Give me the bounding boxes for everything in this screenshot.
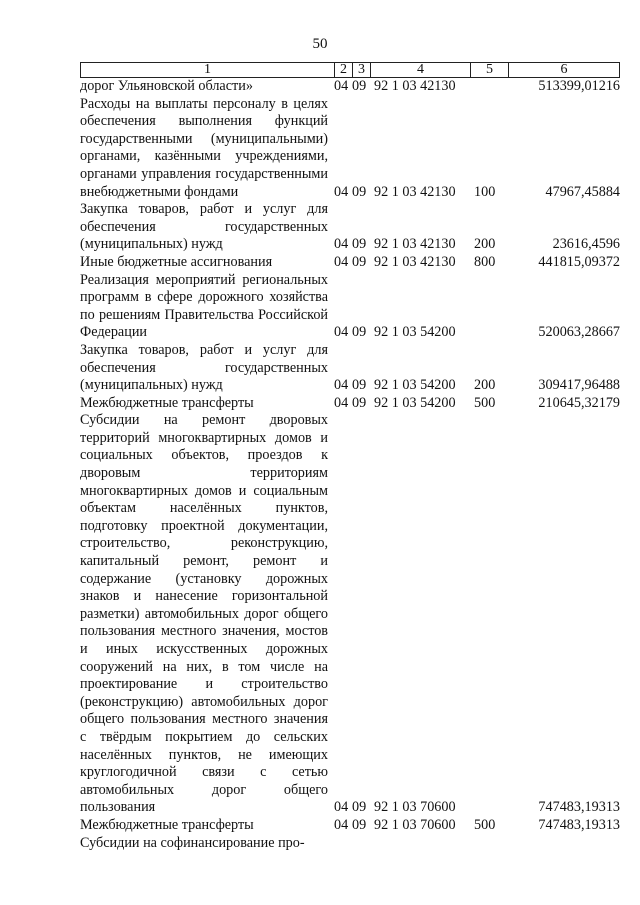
- row-amount: 520063,28667: [538, 324, 620, 341]
- row-expense-type: 200: [474, 236, 496, 253]
- row-subsection-code: 09: [352, 324, 367, 341]
- table-row: [80, 412, 620, 817]
- row-description: Расходы на выплаты персоналу в целях обеспечения выполнения функций государственными (муниципальными) органами, казёнными учреждениями, органами управления государственными внебюджетными фондами: [80, 95, 328, 200]
- table-header: [80, 62, 620, 78]
- row-target-article: 92 1 03 70600: [374, 816, 456, 833]
- row-target-article: 92 1 03 54200: [374, 394, 456, 411]
- row-description: Реализация мероприятий региональных программ в сфере дорожного хозяйства по решениям Правительства Российской Федерации: [80, 271, 328, 341]
- row-description: Межбюджетные трансферты: [80, 394, 254, 411]
- header-cell: 1: [81, 63, 335, 77]
- row-amount: 747483,19313: [538, 799, 620, 816]
- row-description: Субсидии на ремонт дворовых территорий многоквартирных домов и социальных объектов, проездов к дворовым территориям многоквартирных домов и социальным объектам населённых пунктов, подготовку проектной документации, строительство, реконструкцию, капитальный ремонт, ремонт и содержание (установку дорожных знаков и нанесение горизонтальной разметки) автомобильных дорог общего пользования местного значения, мостов и иных искусственных дорожных сооружений на них, в том числе на проектирование и строительство (реконструкцию) автомобильных дорог общего пользования местного значения с твёрдым покрытием до сельских населённых пунктов, не имеющих круглогодичной связи с сетью автомобильных дорог общего пользования: [80, 412, 328, 816]
- row-subsection-code: 09: [352, 236, 367, 253]
- page-number: 50: [312, 36, 328, 52]
- row-description: Субсидии на софинансирование про-: [80, 834, 305, 851]
- row-section-code: 04: [334, 236, 349, 253]
- row-subsection-code: 09: [352, 78, 367, 94]
- table-row: [80, 96, 620, 202]
- row-amount: 441815,09372: [538, 253, 620, 270]
- row-amount: 210645,32179: [538, 394, 620, 411]
- header-cell: 4: [371, 63, 471, 77]
- row-target-article: 92 1 03 54200: [374, 377, 456, 394]
- header-cell: 6: [560, 62, 568, 77]
- header-cell: 3: [353, 63, 371, 77]
- row-section-code: 04: [334, 183, 349, 200]
- row-description: Закупка товаров, работ и услуг для обеспечения государственных (муниципальных) нужд: [80, 341, 328, 394]
- budget-table-body: [80, 78, 620, 852]
- row-section-code: 04: [334, 253, 349, 270]
- row-expense-type: 500: [474, 816, 496, 833]
- row-amount: 747483,19313: [538, 816, 620, 833]
- row-amount: 47967,45884: [545, 183, 620, 200]
- row-expense-type: 100: [474, 183, 496, 200]
- row-amount: 513399,01216: [538, 78, 620, 94]
- table-row: [80, 254, 620, 272]
- table-row: [80, 395, 620, 413]
- row-expense-type: 200: [474, 377, 496, 394]
- row-target-article: 92 1 03 42130: [374, 236, 456, 253]
- row-description: Закупка товаров, работ и услуг для обеспечения государственных (муниципальных) нужд: [80, 201, 328, 253]
- row-target-article: 92 1 03 70600: [374, 799, 456, 816]
- header-cell: 2: [335, 63, 353, 77]
- table-row: [80, 272, 620, 342]
- row-subsection-code: 09: [352, 377, 367, 394]
- row-subsection-code: 09: [352, 394, 367, 411]
- row-subsection-code: 09: [352, 253, 367, 270]
- row-target-article: 92 1 03 42130: [374, 253, 456, 270]
- row-section-code: 04: [334, 78, 349, 94]
- row-expense-type: 800: [474, 253, 496, 270]
- row-section-code: 04: [334, 799, 349, 816]
- table-row: [80, 817, 620, 835]
- row-target-article: 92 1 03 54200: [374, 324, 456, 341]
- row-subsection-code: 09: [352, 799, 367, 816]
- table-row: [80, 78, 620, 96]
- table-row: [80, 342, 620, 395]
- row-amount: 23616,4596: [552, 236, 620, 253]
- row-amount: 309417,96488: [538, 377, 620, 394]
- row-section-code: 04: [334, 377, 349, 394]
- row-subsection-code: 09: [352, 183, 367, 200]
- row-section-code: 04: [334, 816, 349, 833]
- row-description: дорог Ульяновской области»: [80, 78, 253, 94]
- row-description: Иные бюджетные ассигнования: [80, 253, 273, 270]
- table-row: [80, 201, 620, 254]
- header-cell: 5: [471, 63, 509, 77]
- table-row: [80, 835, 620, 853]
- row-section-code: 04: [334, 324, 349, 341]
- row-subsection-code: 09: [352, 816, 367, 833]
- row-expense-type: 500: [474, 394, 496, 411]
- row-target-article: 92 1 03 42130: [374, 78, 456, 94]
- row-description: Межбюджетные трансферты: [80, 816, 254, 833]
- row-section-code: 04: [334, 394, 349, 411]
- row-target-article: 92 1 03 42130: [374, 183, 456, 200]
